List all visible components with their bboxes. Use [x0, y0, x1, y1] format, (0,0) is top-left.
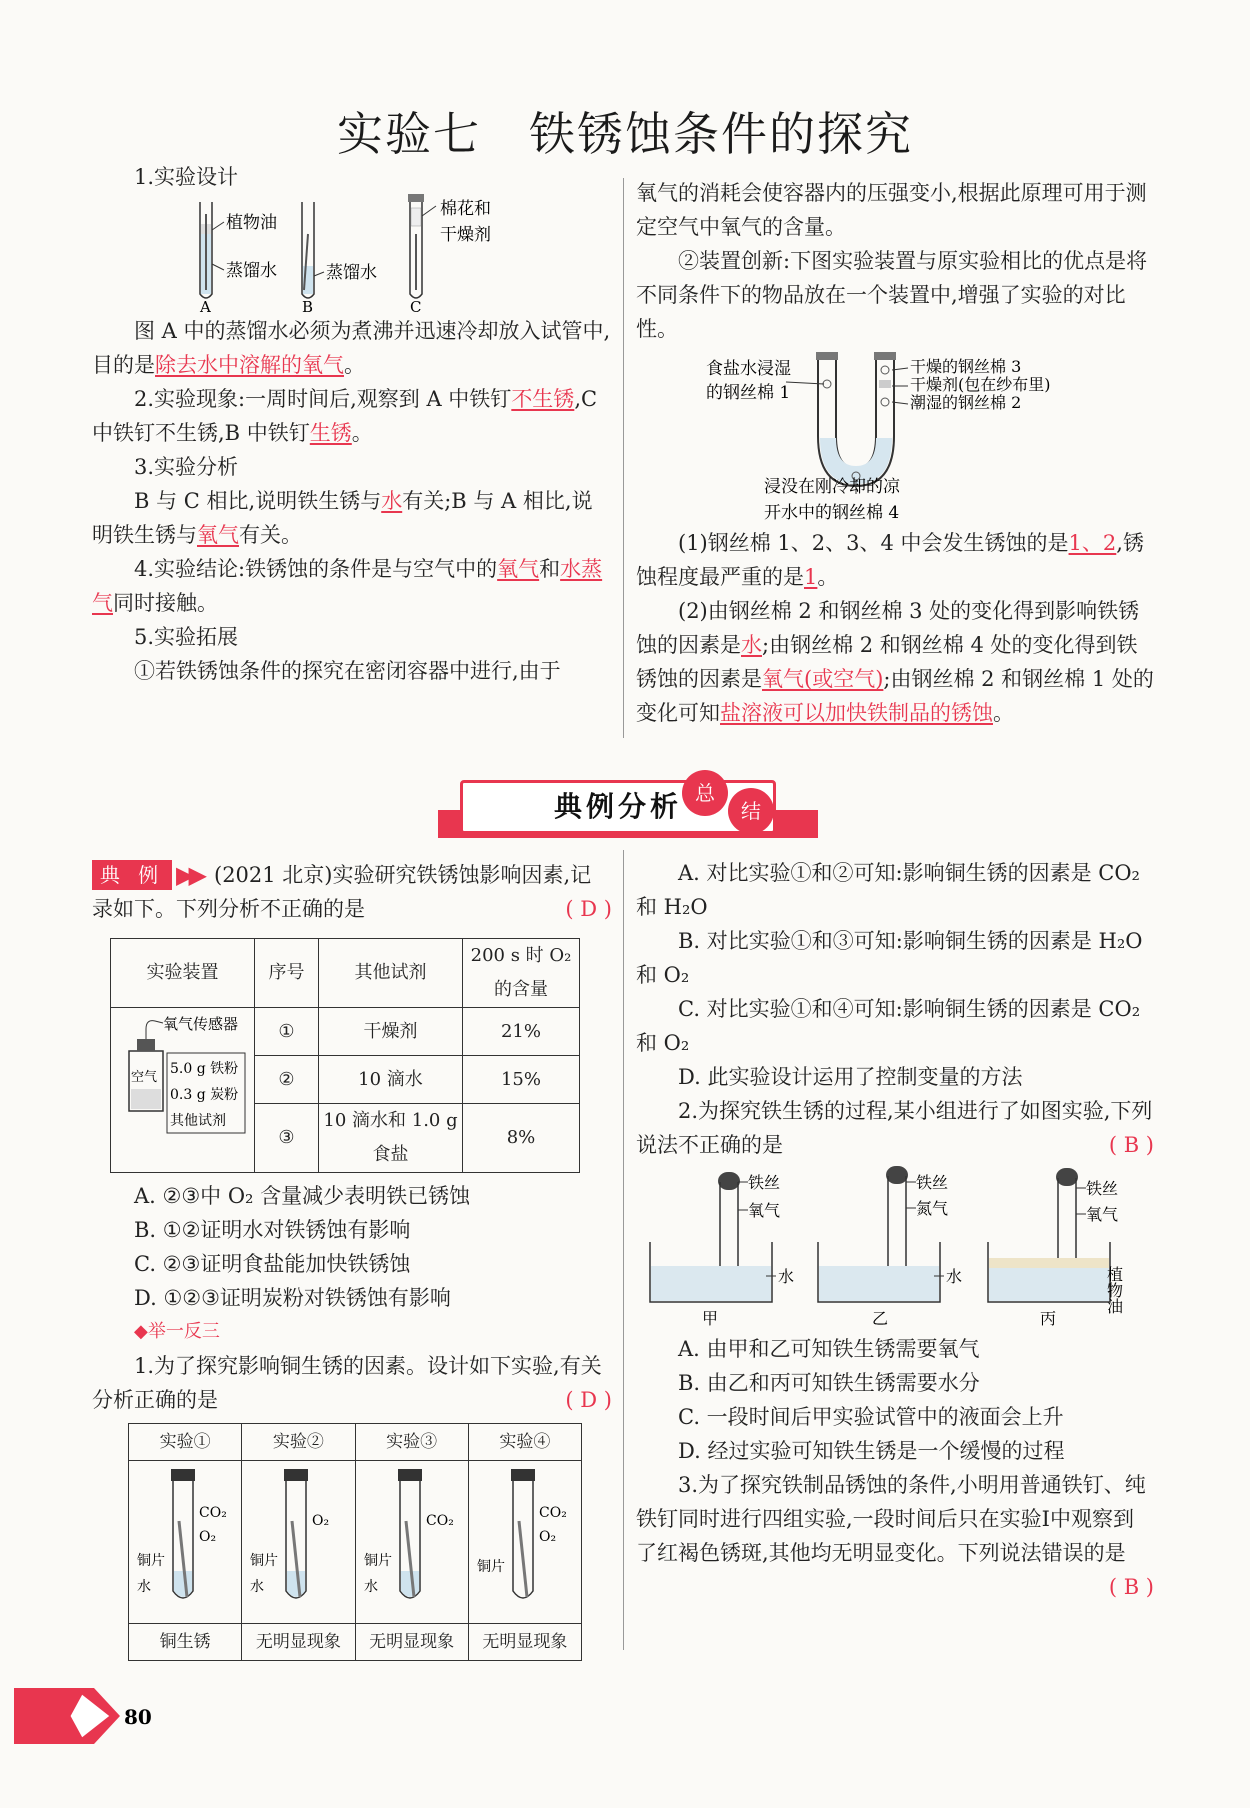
figb-letter: B: [302, 298, 314, 314]
yi-label-water: 水: [946, 1267, 963, 1286]
exp-header: 实验①: [129, 1424, 242, 1461]
copper-experiment-table: [128, 1423, 582, 1661]
figc-desiccant-label: 干燥剂: [440, 225, 491, 245]
label-co2: CO₂: [199, 1505, 227, 1521]
row-no: ②: [255, 1056, 319, 1104]
option-item: D. 经过实验可知铁生锈是一个缓慢的过程: [678, 1439, 1065, 1463]
question-1: (1)钢丝棉 1、2、3、4 中会发生锈蚀的是1、2,锈蚀程度最严重的是1。: [636, 531, 1144, 589]
exp-figure-cell: [355, 1461, 468, 1624]
banner-badge: 总: [682, 770, 728, 816]
banner-badge: 结: [728, 788, 774, 834]
figa-water-label: 蒸馏水: [226, 261, 277, 281]
para-pressure: 氧气的消耗会使容器内的压强变小,根据此原理可用于测定空气中氧气的含量。: [636, 181, 1147, 239]
answer-blank: 氧气(或空气): [762, 667, 884, 691]
page-number-badge: [14, 1688, 164, 1744]
figa-oil-label: 植物油: [226, 213, 277, 233]
jia-label-wire: 铁丝: [748, 1173, 781, 1192]
page-number: 80: [124, 1705, 152, 1729]
right-top-column: [636, 176, 1154, 730]
table-header: 其他试剂: [319, 939, 463, 1008]
device-cell: [111, 1008, 255, 1173]
device-label-carbon: 0.3 g 炭粉: [170, 1087, 239, 1103]
diamond-icon: ◆: [134, 1321, 148, 1342]
row-content: 15%: [463, 1056, 580, 1104]
answer-blank: 水: [741, 633, 762, 657]
row-no: ①: [255, 1008, 319, 1056]
para-extension: ①若铁锈蚀条件的探究在密闭容器中进行,由于: [134, 659, 561, 683]
label-copper: 铜片: [363, 1553, 392, 1569]
row-reagent: 干燥剂: [319, 1008, 463, 1056]
ufig-label-wool3: 干燥的钢丝棉 3: [910, 357, 1022, 376]
practice-heading: ◆举一反三: [134, 1321, 220, 1342]
double-arrow-icon: ▶▶: [176, 861, 201, 889]
answer-blank: 除去水中溶解的氧气: [155, 353, 344, 377]
practice-q3-stem: 3.为了探究铁制品锈蚀的条件,小明用普通铁钉、纯铁钉同时进行四组实验,一段时间后只在实验Ⅰ中观察到了红褐色锈斑,其他均无明显变化。下列说法错误的是 ( B ): [636, 1468, 1154, 1570]
option-item: B. 由乙和丙可知铁生锈需要水分: [678, 1371, 980, 1395]
section-design: 1.实验设计: [134, 165, 239, 189]
table-header: 序号: [255, 939, 319, 1008]
yi-label-nitrogen: 氮气: [916, 1199, 949, 1218]
label-o2: O₂: [538, 1529, 556, 1545]
device-label-sensor: 氧气传感器: [163, 1015, 239, 1033]
device-label-air: 空气: [131, 1070, 158, 1085]
ufig-label-boiled: 浸没在刚冷却的凉: [764, 477, 900, 497]
figc-cotton-label: 棉花和: [440, 199, 491, 219]
question-2: (2)由钢丝棉 2 和钢丝棉 3 处的变化得到影响铁锈蚀的因素是水;由钢丝棉 2 和钢丝棉 4 处的变化得到铁锈蚀的因素是氧气(或空气);由钢丝棉 2 和钢丝棉 1 处的变化可知盐溶液可以加快铁制品的锈蚀。: [636, 599, 1154, 725]
example-tag: 典 例: [92, 860, 172, 890]
para-phenomenon: 2.实验现象:一周时间后,观察到 A 中铁钉不生锈,C 中铁钉不生锈,B 中铁钉生锈。: [92, 387, 598, 445]
exp-header: 实验③: [355, 1424, 468, 1461]
jia-label-water: 水: [778, 1267, 795, 1286]
column-divider: [623, 850, 624, 1650]
exp-figure-cell: [468, 1461, 581, 1624]
bing-label-oil: 植物油: [1104, 1266, 1124, 1314]
label-o2: O₂: [199, 1529, 217, 1545]
option-item: C. 对比实验①和④可知:影响铜生锈的因素是 CO₂ 和 O₂: [636, 997, 1141, 1055]
tube-exp-3: [356, 1461, 468, 1611]
tube-b: [302, 202, 324, 298]
section-banner: [438, 778, 818, 840]
yi-label-name: 乙: [872, 1309, 889, 1328]
u-tube: [786, 352, 908, 494]
example-options: [134, 1179, 612, 1315]
ufig-label-wool2: 潮湿的钢丝棉 2: [910, 393, 1022, 412]
row-content: 21%: [463, 1008, 580, 1056]
ufig-label-wool4: 开水中的钢丝棉 4: [764, 503, 900, 523]
answer-blank: 1、2: [1068, 531, 1117, 555]
tube-exp-1: [129, 1461, 241, 1611]
table-header: 200 s 时 O₂ 的含量: [463, 939, 580, 1008]
example-table: [110, 938, 580, 1173]
para-conclusion: 4.实验结论:铁锈蚀的条件是与空气中的氧气和水蒸气同时接触。: [92, 557, 603, 615]
practice-q1-stem: 1.为了探究影响铜生锈的因素。设计如下实验,有关分析正确的是 ( D ): [92, 1349, 612, 1417]
label-copper: 铜片: [137, 1553, 166, 1569]
label-co2: CO₂: [425, 1513, 454, 1529]
device-label-reagent: 其他试剂: [170, 1113, 226, 1129]
bing-label-wire: 铁丝: [1086, 1179, 1119, 1198]
label-water: 水: [250, 1579, 265, 1595]
sensor-device-figure: [115, 1009, 250, 1159]
option-item: D. ①②③证明炭粉对铁锈蚀有影响: [134, 1286, 451, 1310]
left-lower-column: [92, 858, 612, 1661]
example-stem: (2021 北京)实验研究铁锈蚀影响因素,记录如下。下列分析不正确的是 ( D ): [92, 858, 612, 926]
figb-water-label: 蒸馏水: [326, 263, 377, 283]
label-o2: O₂: [312, 1513, 330, 1529]
section-extension: 5.实验拓展: [134, 625, 239, 649]
option-item: B. 对比实验①和③可知:影响铜生锈的因素是 H₂O 和 O₂: [636, 929, 1143, 987]
option-item: A. ②③中 O₂ 含量减少表明铁已锈蚀: [134, 1184, 471, 1208]
option-item: B. ①②证明水对铁锈蚀有影响: [134, 1218, 411, 1242]
section-analysis: 3.实验分析: [134, 455, 239, 479]
figa-letter: A: [200, 298, 211, 314]
para-innovation: ②装置创新:下图实验装置与原实验相比的优点是将不同条件下的物品放在一个装置中,增强了实验的对比性。: [636, 249, 1148, 341]
example-answer: ( D ): [565, 897, 612, 921]
answer-blank: 生锈: [309, 421, 352, 445]
label-water: 水: [137, 1579, 152, 1595]
exp-header: 实验④: [468, 1424, 581, 1461]
figc-letter: C: [410, 298, 422, 314]
left-top-column: [92, 160, 612, 688]
banner-title: 典例分析: [460, 780, 776, 834]
exp-result: 无明显现象: [242, 1624, 355, 1661]
label-water: 水: [363, 1579, 378, 1595]
practice-q3-answer: ( B ): [1108, 1575, 1154, 1599]
answer-blank: 水蒸气: [92, 557, 603, 615]
iron-wire-figure: [636, 1162, 1154, 1332]
answer-blank: 不生锈: [511, 387, 575, 411]
answer-blank: 水: [381, 489, 403, 513]
label-copper: 铜片: [250, 1553, 279, 1569]
exp-result: 无明显现象: [355, 1624, 468, 1661]
option-item: A. 对比实验①和②可知:影响铜生锈的因素是 CO₂ 和 H₂O: [636, 861, 1140, 919]
para-analysis: B 与 C 相比,说明铁生锈与水有关;B 与 A 相比,说明铁生锈与氧气有关。: [92, 489, 593, 547]
option-item: C. 一段时间后甲实验试管中的液面会上升: [678, 1405, 1064, 1429]
ufig-label-wool1: 的钢丝棉 1: [706, 383, 791, 403]
tube-exp-2: [242, 1461, 354, 1611]
figure-u-tube: [636, 346, 1154, 526]
row-reagent: 10 滴水和 1.0 g 食盐: [319, 1104, 463, 1173]
table-header: 实验装置: [111, 939, 255, 1008]
answer-blank: 1: [804, 565, 818, 589]
row-no: ③: [255, 1104, 319, 1173]
column-divider: [623, 178, 624, 738]
jia-label-name: 甲: [702, 1309, 719, 1328]
tube-c: [408, 194, 436, 298]
para-boiled-water: 图 A 中的蒸馏水必须为煮沸并迅速冷却放入试管中,目的是除去水中溶解的氧气。: [92, 319, 611, 377]
jia-label-oxygen: 氧气: [748, 1201, 781, 1220]
ufig-label-desiccant: 干燥剂(包在纱布里): [910, 375, 1051, 394]
yi-label-wire: 铁丝: [916, 1173, 949, 1192]
option-item: D. 此实验设计运用了控制变量的方法: [678, 1065, 1023, 1089]
right-lower-column: [636, 856, 1154, 1604]
bing-label-oxygen: 氧气: [1086, 1205, 1119, 1224]
practice-q2-stem: 2.为探究铁生锈的过程,某小组进行了如图实验,下列说法不正确的是 ( B ): [636, 1094, 1154, 1162]
exp-header: 实验②: [242, 1424, 355, 1461]
exp-figure-cell: [129, 1461, 242, 1624]
answer-blank: 氧气: [497, 557, 540, 581]
exp-result: 无明显现象: [468, 1624, 581, 1661]
row-reagent: 10 滴水: [319, 1056, 463, 1104]
exp-result: 铜生锈: [129, 1624, 242, 1661]
label-co2: CO₂: [538, 1505, 567, 1521]
bing-label-name: 丙: [1040, 1309, 1057, 1328]
page-title: 实验七 铁锈蚀条件的探究: [337, 107, 913, 161]
practice-q1-answer: ( D ): [565, 1388, 612, 1412]
figure-abc: [92, 194, 612, 314]
option-item: A. 由甲和乙可知铁生锈需要氧气: [678, 1337, 980, 1361]
ufig-label-salt: 食盐水浸湿: [706, 359, 791, 379]
tube-a: [200, 202, 224, 298]
option-item: C. ②③证明食盐能加快铁锈蚀: [134, 1252, 411, 1276]
exp-figure-cell: [242, 1461, 355, 1624]
row-content: 8%: [463, 1104, 580, 1173]
label-copper: 铜片: [476, 1559, 505, 1575]
tube-exp-4: [469, 1461, 581, 1611]
answer-blank: 氧气: [197, 523, 239, 547]
device-label-iron: 5.0 g 铁粉: [170, 1061, 239, 1077]
answer-blank: 盐溶液可以加快铁制品的锈蚀: [720, 701, 993, 725]
practice-q2-answer: ( B ): [1108, 1133, 1154, 1157]
page-number-block: [14, 1688, 164, 1744]
